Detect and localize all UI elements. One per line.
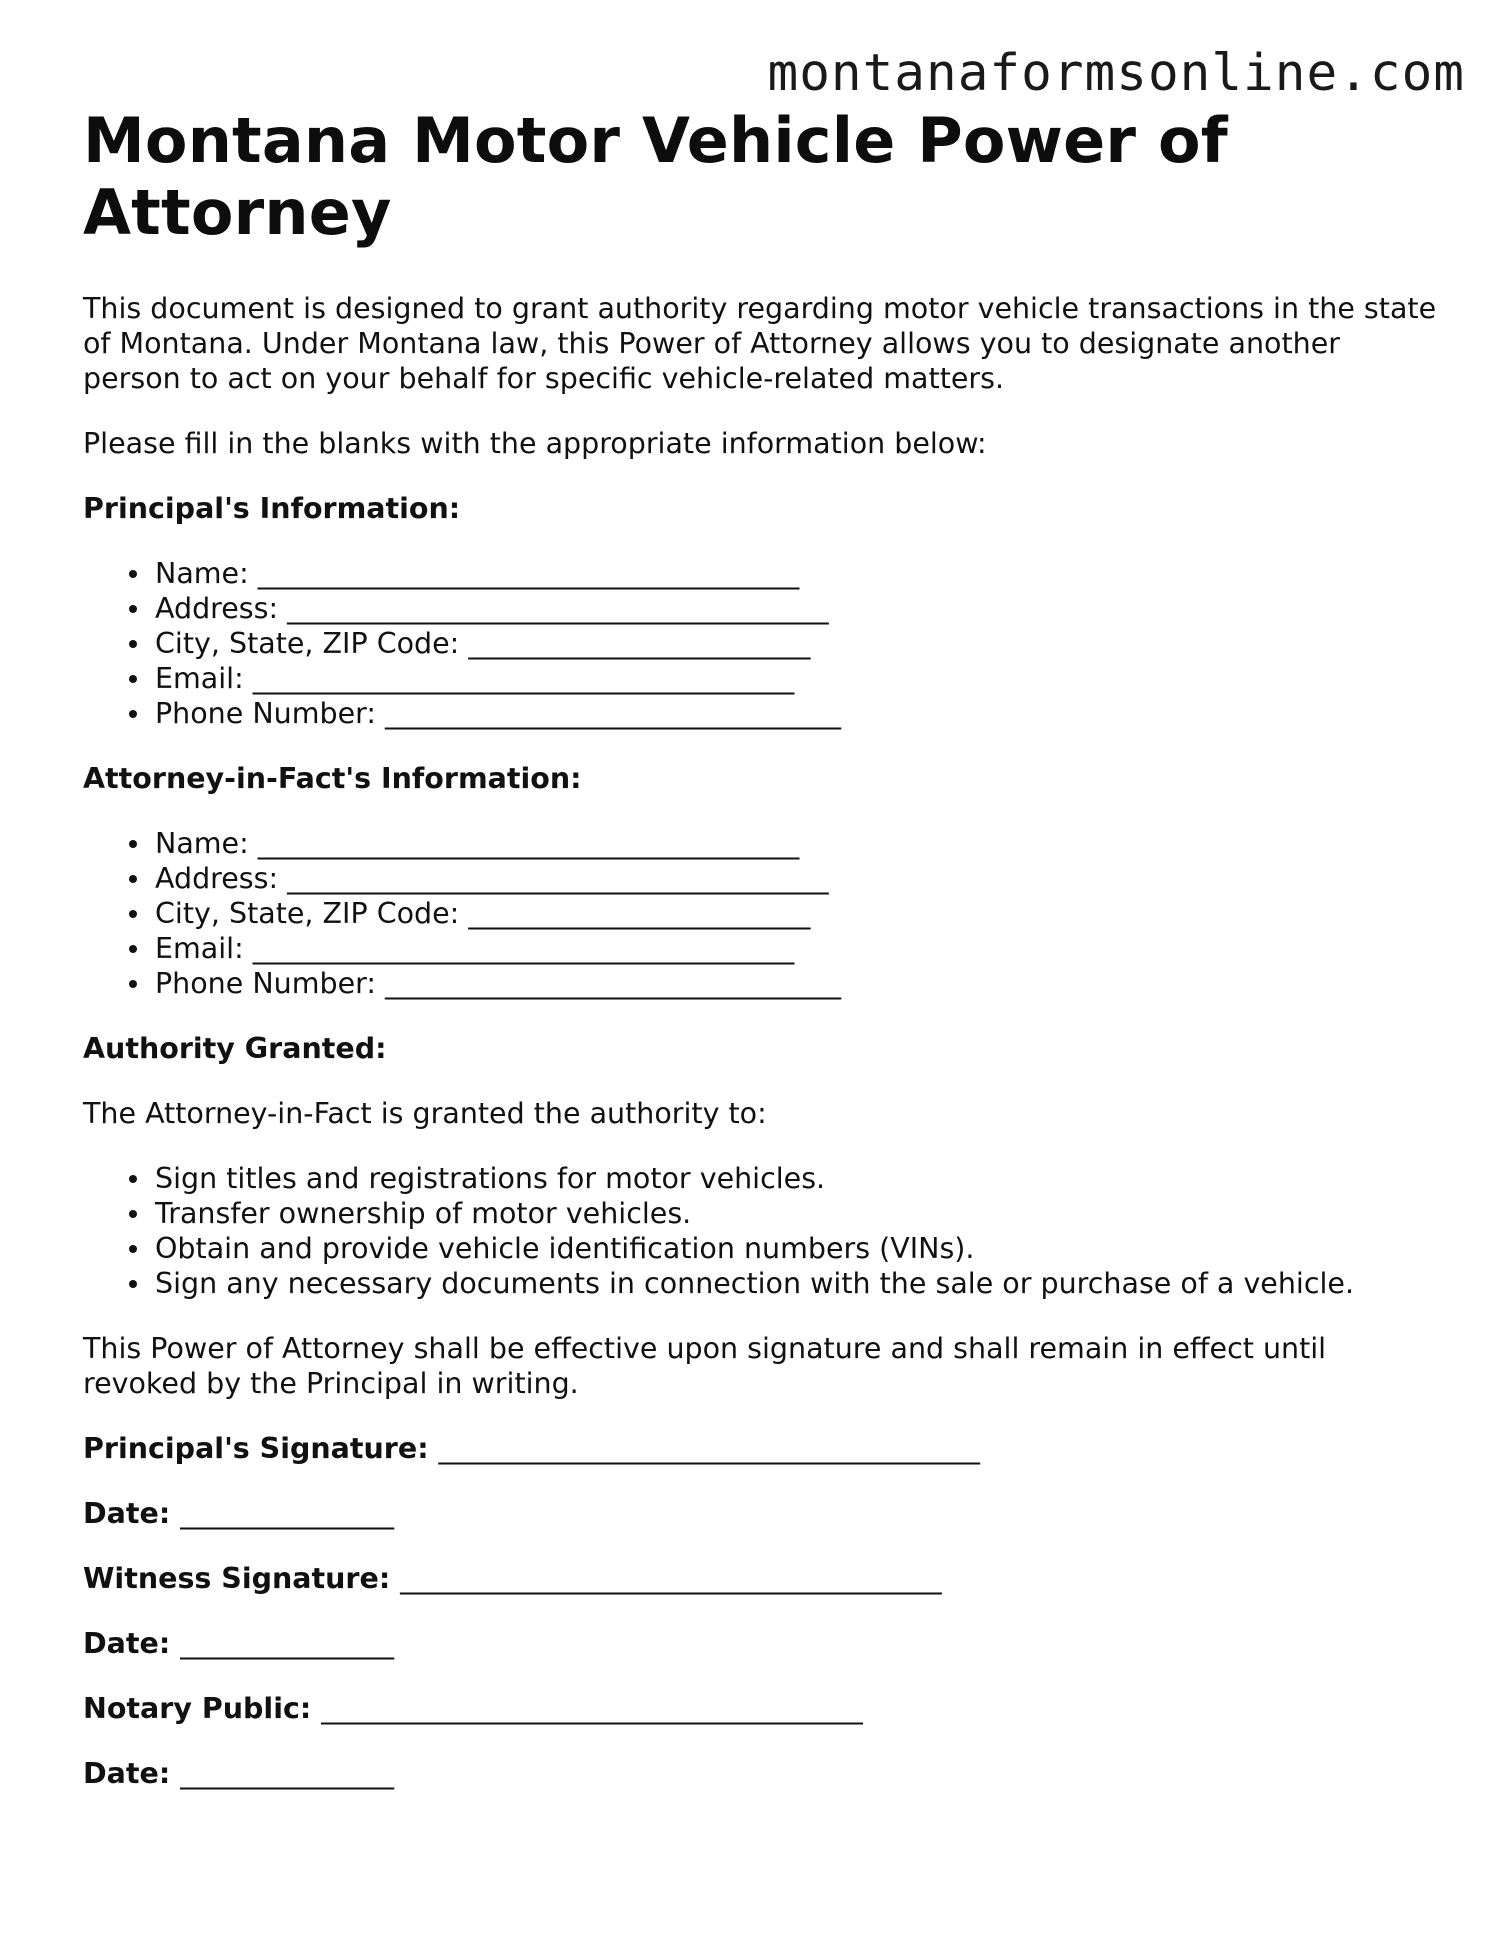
notary-date-line[interactable]: Date: _______________ (83, 1757, 394, 1790)
authority-heading: Authority Granted: (83, 1032, 387, 1065)
principal-signature-line[interactable]: Principal's Signature: ______________________________________ (83, 1432, 981, 1465)
authority-lead: The Attorney-in-Fact is granted the authority to: (83, 1097, 767, 1130)
attorney-fields-list (83, 826, 1443, 1001)
principal-heading: Principal's Information: (83, 492, 461, 525)
document-title: Montana Motor Vehicle Power of Attorney (83, 104, 1228, 249)
blank-line[interactable]: ______________________________________ (400, 1562, 942, 1595)
blank-line[interactable]: ______________________________________ (252, 662, 795, 695)
authority-item: Obtain and provide vehicle identification numbers (VINs). (155, 1231, 1443, 1266)
attorney-city-state-zip-field[interactable]: City, State, ZIP Code: ________________________ (155, 896, 1443, 931)
attorney-name-field[interactable]: Name: ______________________________________ (155, 826, 1443, 861)
blank-line[interactable]: ________________________________ (385, 967, 841, 1000)
principal-city-state-zip-field[interactable]: City, State, ZIP Code: ________________________ (155, 626, 1443, 661)
blank-line[interactable]: ______________________________________ (252, 932, 795, 965)
authority-item: Sign titles and registrations for motor vehicles. (155, 1161, 1443, 1196)
principal-date-line[interactable]: Date: _______________ (83, 1497, 394, 1530)
blank-line[interactable]: _______________ (180, 1497, 394, 1530)
watermark-text: montanaformsonline.com (767, 44, 1465, 103)
blank-line[interactable]: ______________________________________ (321, 1692, 863, 1725)
blank-line[interactable]: ________________________ (468, 897, 811, 930)
principal-email-field[interactable]: Email: ______________________________________ (155, 661, 1443, 696)
attorney-email-field[interactable]: Email: ______________________________________ (155, 931, 1443, 966)
authority-list (83, 1161, 1443, 1301)
attorney-address-field[interactable]: Address: ______________________________________ (155, 861, 1443, 896)
intro-paragraph: This document is designed to grant authority regarding motor vehicle transactions in the state of Montana. Under Montana law, this Power of Attorney allows you to designate another person to act on your behalf for specific vehicle-related matters. (83, 292, 1437, 395)
attorney-phone-field[interactable]: Phone Number: ________________________________ (155, 966, 1443, 1001)
instruction-paragraph: Please fill in the blanks with the appropriate information below: (83, 427, 987, 460)
effective-paragraph: This Power of Attorney shall be effective upon signature and shall remain in effect until revoked by the Principal in writing. (83, 1332, 1327, 1400)
principal-name-field[interactable]: Name: ______________________________________ (155, 556, 1443, 591)
attorney-heading: Attorney-in-Fact's Information: (83, 762, 582, 795)
witness-signature-line[interactable]: Witness Signature: ______________________________________ (83, 1562, 942, 1595)
authority-item: Transfer ownership of motor vehicles. (155, 1196, 1443, 1231)
blank-line[interactable]: ________________________________ (385, 697, 841, 730)
blank-line[interactable]: ______________________________________ (257, 557, 800, 590)
blank-line[interactable]: ______________________________________ (438, 1432, 981, 1465)
authority-item: Sign any necessary documents in connection with the sale or purchase of a vehicle. (155, 1266, 1443, 1301)
principal-address-field[interactable]: Address: ______________________________________ (155, 591, 1443, 626)
blank-line[interactable]: ______________________________________ (287, 592, 829, 625)
blank-line[interactable]: ________________________ (468, 627, 811, 660)
blank-line[interactable]: ______________________________________ (287, 862, 829, 895)
blank-line[interactable]: _______________ (180, 1627, 394, 1660)
principal-fields-list (83, 556, 1443, 731)
principal-phone-field[interactable]: Phone Number: ________________________________ (155, 696, 1443, 731)
document-page (83, 105, 1443, 1791)
blank-line[interactable]: _______________ (180, 1757, 394, 1790)
notary-public-line[interactable]: Notary Public: ______________________________________ (83, 1692, 863, 1725)
blank-line[interactable]: ______________________________________ (257, 827, 800, 860)
witness-date-line[interactable]: Date: _______________ (83, 1627, 394, 1660)
